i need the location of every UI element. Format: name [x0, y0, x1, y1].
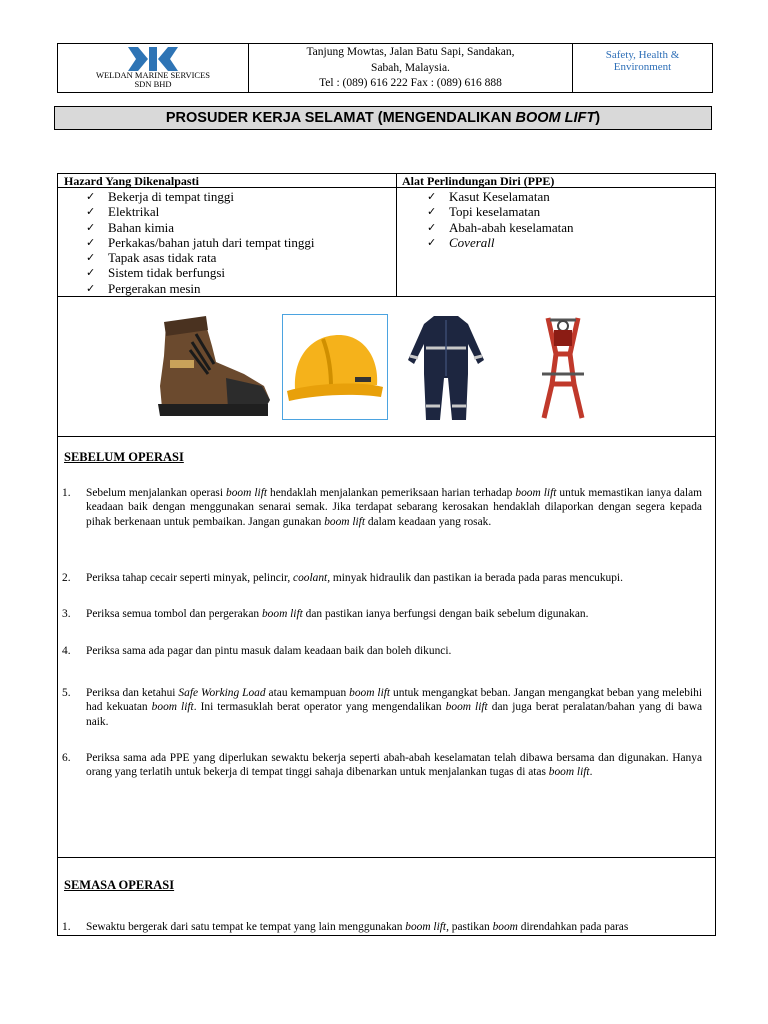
italic-term: Safe Working Load: [178, 687, 266, 699]
item-number: 1.: [62, 487, 71, 499]
procedure-item: [62, 607, 702, 621]
pictures-row-divider: [58, 436, 715, 437]
italic-term: boom lift: [349, 687, 391, 699]
italic-term: boom lift: [261, 608, 303, 620]
logo-center-bar: [149, 47, 157, 71]
check-icon: ✓: [86, 235, 96, 249]
safety-harness-image: [534, 314, 592, 422]
department-line-2: Environment: [613, 61, 672, 73]
procedure-table: [57, 173, 716, 936]
item-number: 4.: [62, 645, 71, 657]
check-icon: ✓: [427, 235, 437, 249]
item-number: 1.: [62, 921, 71, 933]
item-text: [86, 607, 702, 621]
list-item: ✓ Pergerakan mesin: [86, 280, 201, 296]
italic-term: boom lift: [226, 487, 268, 499]
procedure-item: [62, 644, 702, 658]
title-italic-text: BOOM LIFT: [515, 110, 596, 126]
italic-term: boom lift: [515, 487, 557, 499]
check-icon: ✓: [427, 220, 437, 234]
text-run: Periksa dan ketahui: [86, 687, 179, 699]
item-text: [86, 686, 702, 729]
item-number: 6.: [62, 752, 71, 764]
list-item: ✓ Perkakas/bahan jatuh dari tempat tinggi: [86, 234, 315, 250]
text-run: . Ini termasuklah berat operator yang mengendalikan: [193, 701, 446, 714]
check-icon: ✓: [86, 281, 96, 295]
ppe-pictures: [58, 298, 715, 436]
check-icon: ✓: [427, 205, 437, 219]
text-run: dan juga berat peralatan/bahan yang di bawa naik.: [86, 701, 703, 728]
text-run: Sebelum menjalankan operasi: [86, 487, 227, 499]
text-run: Sewaktu bergerak dari satu tempat ke tempat yang lain menggunakan: [86, 921, 406, 933]
list-item: ✓ Bekerja di tempat tinggi: [86, 189, 234, 204]
procedure-item: [62, 486, 702, 529]
italic-term: boom lift: [548, 766, 590, 779]
department-line-1: Safety, Health &: [605, 49, 680, 61]
italic-term: boom lift: [324, 515, 366, 528]
company-name: WELDAN MARINE SERVICES: [95, 70, 211, 80]
list-item: ✓ Sistem tidak berfungsi: [86, 265, 225, 281]
check-icon: ✓: [86, 190, 96, 203]
text-run: dalam keadaan yang rosak.: [365, 515, 492, 528]
logo-right-shape: [158, 47, 178, 71]
item-text: [86, 571, 702, 585]
item-number: 5.: [62, 687, 71, 699]
logo-left-shape: [128, 47, 148, 71]
text-run: Periksa semua tombol dan pergerakan: [86, 608, 262, 620]
section-divider: [58, 857, 715, 858]
document-title: [54, 106, 712, 130]
boot-sole: [158, 404, 268, 416]
list-item: ✓ Coverall: [427, 234, 495, 250]
check-icon: ✓: [86, 220, 96, 234]
harness-d-ring: [558, 321, 568, 331]
helmet-picture-frame: [282, 314, 388, 420]
boot-tag: [170, 360, 194, 368]
procedure-item: [62, 920, 702, 934]
item-text: [86, 486, 702, 529]
text-run: untuk memastikan ianya dalam keadaan baik dengan menggunakan senarai semak. Jika terdapat sebarang kerosakan hendaklah dilaporkan dengan segera kepada pihak berkenaan untuk pembaikan. Jangan gunakan: [86, 487, 702, 528]
list-item: ✓ Bahan kimia: [86, 219, 175, 235]
ppe-heading: Alat Perlindungan Diri (PPE): [402, 174, 555, 188]
text-run: pastikan: [448, 921, 493, 933]
text-run: hendaklah menjalankan pemeriksaan harian terhadap: [267, 487, 516, 499]
text-run: dan pastikan ianya berfungsi dengan baik sebelum digunakan.: [302, 608, 589, 620]
company-logo-cell: [58, 44, 249, 92]
check-icon: ✓: [427, 190, 437, 203]
check-icon: ✓: [86, 251, 96, 265]
text-run: direndahkan pada paras: [517, 921, 629, 933]
check-icon: ✓: [86, 205, 96, 219]
italic-term: boom lift,: [405, 921, 449, 933]
section-title-before: SEBELUM OPERASI: [64, 450, 184, 464]
item-text: [86, 751, 702, 780]
helmet-label: [355, 377, 371, 382]
title-suffix: ): [595, 110, 601, 126]
italic-term: boom: [492, 921, 518, 933]
contact-line: Tel : (089) 616 222 Fax : (089) 616 888: [319, 77, 502, 89]
department-cell: [573, 44, 712, 92]
procedure-item: [62, 686, 702, 729]
list-item: ✓ Tapak asas tidak rata: [86, 250, 217, 266]
address-line-2: Sabah, Malaysia.: [371, 61, 450, 74]
harness-pad: [554, 330, 572, 346]
check-icon: ✓: [86, 266, 96, 280]
company-logo-icon: [126, 46, 180, 72]
text-run: Periksa tahap cecair seperti minyak, pelincir,: [86, 572, 294, 584]
column-divider: [396, 174, 397, 297]
text-run: .: [589, 766, 593, 779]
procedure-item: [62, 751, 702, 780]
safety-boot-image: [152, 316, 274, 420]
company-address: [249, 44, 573, 92]
text-run: atau kemampuan: [265, 687, 350, 699]
coverall-image: [404, 314, 488, 422]
section-title-during: SEMASA OPERASI: [64, 878, 175, 892]
hazard-list: [86, 189, 315, 296]
document-header: [57, 43, 713, 93]
list-item: ✓ Elektrikal: [86, 204, 160, 220]
address-line-1: Tanjung Mowtas, Jalan Batu Sapi, Sandakan,: [306, 46, 515, 58]
list-item: ✓ Kasut Keselamatan: [427, 189, 550, 204]
procedure-item: [62, 571, 702, 585]
item-number: 2.: [62, 572, 71, 584]
list-item: ✓ Topi keselamatan: [427, 204, 541, 220]
italic-term: boom lift: [445, 701, 488, 714]
item-number: 3.: [62, 608, 71, 620]
text-run: Periksa sama ada pagar dan pintu masuk dalam keadaan baik dan boleh dikunci.: [86, 645, 452, 657]
item-text: [86, 920, 702, 934]
title-text: PROSUDER KERJA SELAMAT (MENGENDALIKAN: [165, 110, 516, 126]
item-text: [86, 644, 702, 658]
list-item: ✓ Abah-abah keselamatan: [427, 219, 574, 235]
hazard-heading: Hazard Yang Dikenalpasti: [64, 174, 199, 188]
company-suffix: SDN BHD: [134, 79, 172, 89]
text-run: untuk mengangkat beban. Jangan mengangkat beban yang melebihi had kekuatan: [86, 687, 702, 714]
safety-helmet-image: [283, 315, 387, 419]
italic-term: boom lift: [151, 701, 194, 714]
italic-term: coolant,: [293, 572, 331, 584]
text-run: minyak hidraulik dan pastikan ia berada pada paras mencukupi.: [330, 572, 623, 584]
lists-row-divider: [58, 296, 715, 297]
ppe-list: [427, 189, 574, 250]
text-run: Periksa sama ada PPE yang diperlukan sewaktu bekerja seperti abah-abah keselamatan telah dibawa bersama dan digunakan. Hanya orang yang terlatih untuk bekerja di tempat tinggi sahaja dibenarkan untuk menjalankan tugas di atas: [86, 752, 702, 779]
